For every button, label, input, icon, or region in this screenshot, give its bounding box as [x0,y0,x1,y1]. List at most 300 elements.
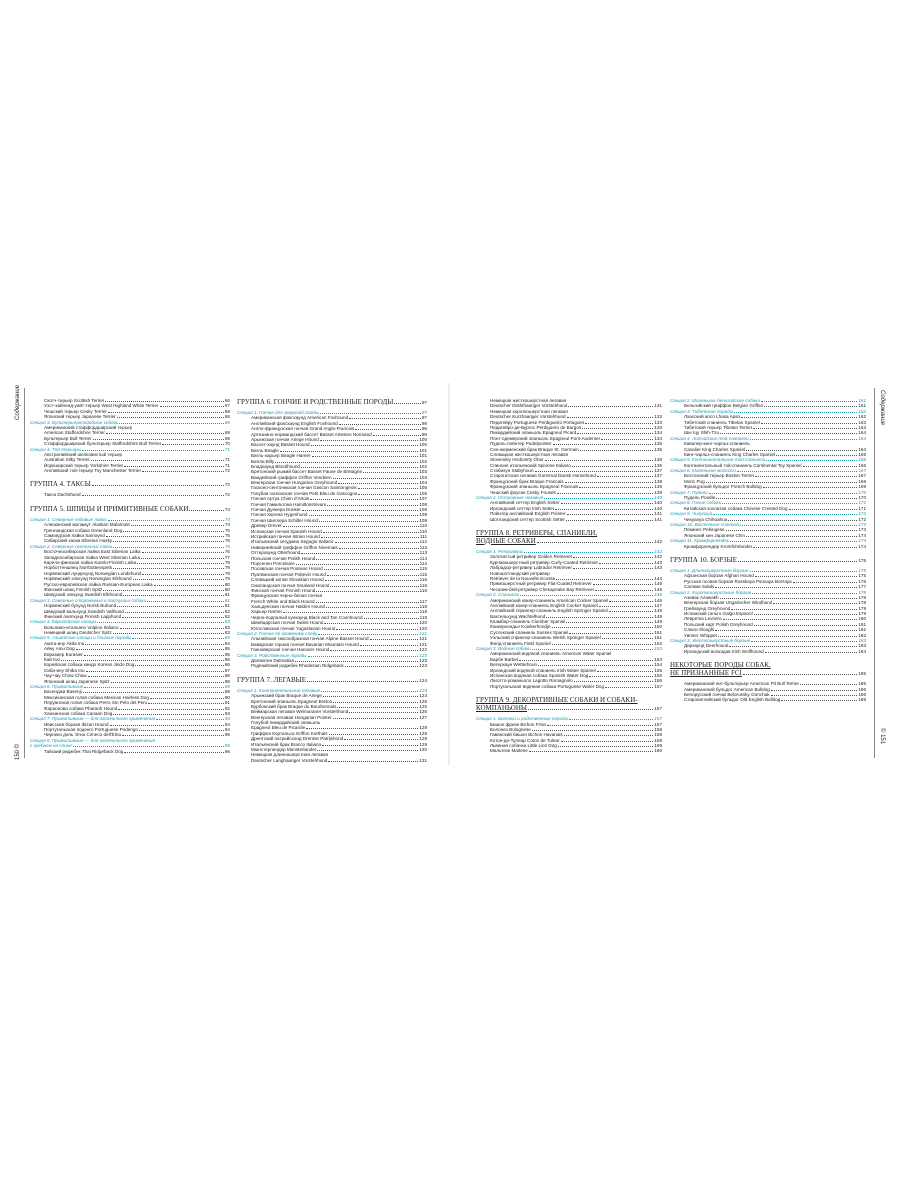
dot-leader [295,661,418,662]
page-number: 165 [858,451,866,457]
breed-entry [670,544,866,549]
entry-title: Секция 6. Маленькие молоссы [670,468,736,474]
entry-title: Словацкий копов Slovakian Hound [251,577,324,583]
dot-leader [84,655,224,656]
entry-title: Шотландский сеттер Scottish Setter [490,516,565,522]
breed-entry [476,748,662,753]
dot-leader [329,734,419,735]
entry-title: Американская фоксхаунд American Foxhound [251,415,349,421]
dot-leader [337,707,418,708]
page-number: 89 [224,683,230,689]
entry-title: Норвежский элкхунд Norwegian Elkhound [44,576,132,582]
dot-leader [360,645,418,646]
page-number: 176 [858,578,866,584]
entry-title: Американский бульдог American Bulldog [684,686,770,692]
page-number: 140 [654,505,662,511]
page-number: 142 [654,538,662,544]
dot-leader [599,563,653,564]
dot-leader [599,606,654,607]
page-number: 118 [419,609,427,615]
page-number: 188 [858,697,866,703]
dot-leader [142,574,224,575]
entry-title: Гаванский бишон Bichon Havanais [490,732,563,738]
dot-leader [720,598,858,599]
entry-title: Голубой пикардийский эпаньоль [251,720,321,726]
entry-title: Кромфорлендер Kromfohrlander [684,543,753,549]
dot-leader [552,644,654,645]
dot-leader [742,525,858,526]
dot-leader [316,591,418,592]
page-number: 88 [224,678,230,684]
page-number: 75 [224,527,230,533]
dot-leader [597,476,653,477]
entry-title: Ирландский водяной спаниель Irish Water Spaniel [490,667,596,673]
page-number: 154 [654,662,662,668]
dot-leader [754,625,858,626]
entry-title: Немецкая короткошерстная легавая [490,408,568,414]
entry-title: Секция 2. Спаниели [476,592,520,598]
page-number: 139 [654,484,662,490]
entry-title: Deutscher Langhaariger Vorstehhund [251,757,328,763]
dot-leader [573,557,653,558]
page-number: 143 [654,565,662,571]
entry-title: Басенджи Basenji [44,689,82,695]
dot-leader [716,498,857,499]
page-number: 131 [419,757,427,763]
page-number: 77 [224,554,230,560]
entry-title: Восточносибирская лайка East Siberian Laika [44,549,141,555]
dot-leader [751,641,857,642]
entry-title: Золотистый ретривер Golden Retriever [490,554,573,560]
page-number: 110 [419,523,427,529]
dot-leader [761,423,857,424]
dot-leader [93,439,224,440]
page-number: 169 [858,484,866,490]
page-number: 182 [858,632,866,638]
entry-title: Черно-подпалый кунхаунд Black and Tan Coonhound [251,614,363,620]
page-number: 137 [654,468,662,474]
entry-title: Португальская водяная собака Portuguese Water Dog [490,683,605,689]
page-number: 117 [419,598,427,604]
entry-title: Оттерхаунд Otterhound [251,550,301,556]
entry-title: Самоедская лайка Samoyed [44,533,105,539]
breed-entry [670,649,866,654]
dot-leader [82,450,224,451]
entry-title: Гончая Дункера Dunker [251,507,301,513]
page-number: 81 [224,592,230,598]
entry-title: Немецкая жесткошерстная легавая [490,398,567,403]
entry-title: Лаготто-романьоло Lagotto Romagnolo [490,678,573,684]
page-number: 123 [419,663,427,669]
page-number: 101 [419,453,427,459]
page-number: 131 [654,403,662,409]
entry-title: Бультерьер Bull Terrier [44,435,92,441]
page-number: 114 [419,555,427,561]
entry-title: Китайская хохлатая собака Chinese Crested Dog [684,505,788,511]
entry-title: Бретонский рыжий бассет Basset Fauve de Bretagne [251,469,363,475]
entry-title: Мюнстерлендер Munsterlander [251,747,317,753]
page-number: 69 [224,430,230,436]
page-number: 129 [419,741,427,747]
page-number: 112 [419,539,427,545]
page-number: 78 [224,559,230,565]
entry-title: Cavalier King Charles Spaniel [684,446,746,452]
dot-leader [330,586,418,587]
entry-title: Секция 3. Тибетские породы [670,408,734,414]
dot-leader [135,665,224,666]
entry-title: Французский бульдог French Bulldog [684,484,762,490]
dot-leader [764,406,857,407]
page-number: 84 [224,640,230,646]
entry-title: Англо-французская гончая Grand Anglo-Francais [251,426,355,432]
page-number: 82 [224,613,230,619]
dot-leader [333,702,418,703]
dot-leader [141,558,224,559]
page-number: 178 [858,600,866,606]
entry-title: Арьежский брак Braque de Ariege [251,693,322,699]
breed-entry [237,663,427,668]
entry-title: Старогатская легавая Garmmal Dansk Honsehund [490,473,596,479]
entry-title: Суссекский спаниель Sussex Spaniel [490,629,569,635]
page-number: 85 [224,646,230,652]
dot-leader [336,629,418,630]
page-number: 92 [224,705,230,711]
entry-title: Барбе Barbet [490,656,519,662]
entry-title: Итальянский брак Bracco Italiano [251,741,322,747]
group-heading-line [670,661,866,669]
dot-leader [737,471,858,472]
page-number: 151 [654,635,662,641]
entry-title: Русско-европейская лайка Russian-European Laika [44,581,153,587]
dot-leader [189,510,223,511]
page-number: 177 [858,584,866,590]
dot-leader [552,627,654,628]
entry-title: Вандейский гриффон Griffon Vendeen [251,474,332,480]
dot-leader [122,735,224,736]
dot-leader [546,617,653,618]
dot-leader [753,547,857,548]
entry-title: Секция 1. Северные ездовые лайки [30,516,107,522]
dot-leader [105,401,224,402]
entry-title: Секция 8. Примитивные — для охотничьего применения [30,737,155,743]
entry-title: Пудель Poodle [684,495,716,501]
entry-title: Бурбонский брак Braque du Bourbonnais [251,703,337,709]
page-number: 121 [419,631,427,637]
entry-title: Родезийский риджбек Rhodesian Ridgeback [251,663,344,669]
dot-leader [763,487,858,488]
dot-leader [572,466,654,467]
entry-title: ГРУППА 10. БОРЗЫЕ [670,555,738,564]
dot-leader [88,676,224,677]
dot-leader [743,674,857,675]
dot-leader [150,698,224,699]
entry-title: Бретонский эпаньоль Epagneul Breton [251,698,333,704]
entry-title: Аляскинский маламут Alaskan Malamute [44,522,130,528]
dot-leader [752,593,857,594]
page-number: 141 [654,516,662,522]
page-number: 80 [224,586,230,592]
breed-entry [670,697,866,702]
page-number: 104 [419,480,427,486]
entry-title: Норвежский бухунд Norsk Buhund [44,603,117,609]
dot-leader [306,728,418,729]
dot-leader [148,703,223,704]
page-number: 134 [654,435,662,441]
entry-title: Норвежский лундехунд Norwegian Lundehund [44,570,142,576]
page-number: 172 [858,511,866,517]
entry-title: Мопс Pug [684,478,705,484]
dot-leader [789,509,858,510]
entry-title: Новошотландский ретривер [490,570,550,576]
page-number: 130 [419,747,427,753]
page-number: 181 [858,621,866,627]
entry-title: Австралийский шелковистый терьер [44,451,123,457]
entry-title: Пекинес Pekingese [684,527,725,533]
dot-leader [750,571,858,572]
dot-leader [753,428,857,429]
page-number: 133 [654,419,662,425]
entry-title: Айну Ainu Dog [44,646,75,652]
book-spine [448,383,450,765]
entry-title: Венгерская легавая Hungarian Pointer [251,714,332,720]
dot-leader [800,684,857,685]
dot-leader [106,433,224,434]
entry-title: Карело-финская лайка Karelo-Finnish Laika [44,559,137,565]
page-number: 83 [224,630,230,636]
dot-leader [566,622,653,623]
dot-leader [547,725,653,726]
page-number: 71 [224,462,230,468]
entry-title: Секция 3. Северные сторожевые и пастушьи собаки [30,597,147,603]
dot-leader [106,536,224,537]
entry-title: Секция 3. Бультерьероподобные собаки [30,419,119,425]
group-heading-line [237,676,427,685]
page-number: 157 [654,683,662,689]
page-number: 153 [654,646,662,652]
dot-leader [316,602,419,603]
entry-title: Западносибирская лайка West Siberian Laika [44,554,140,560]
entry-title: Польский харт Polish Greyhound [684,621,753,627]
dot-leader [327,575,419,576]
dot-leader [117,417,224,418]
page-number: 98 [421,420,427,426]
page-number: 124 [419,693,427,699]
entry-title: Харьер Harrier [251,609,282,615]
page-number: 132 [654,414,662,420]
page-number: 100 [419,436,427,442]
breed-entry [476,684,662,689]
entry-title: Сиба-ину Shiba Inu [44,667,85,673]
page-number: 185 [858,681,866,687]
page-number: 164 [858,446,866,452]
dot-leader [597,671,654,672]
entry-title: Артезиано-нормандский бассет Basset Artesien Normand [251,431,372,437]
page-number: 155 [654,667,662,673]
page-number: 173 [858,527,866,533]
dot-leader [528,709,653,710]
dot-leader [91,460,224,461]
dot-leader [793,582,858,583]
page-number: 71 [224,446,230,452]
entry-title: Уэльский спрингер-спаниель Welsh Springer Spaniel [490,635,601,641]
entry-title: Перуанская голая собака Perro Sin Pelo del Peru [44,700,148,706]
dot-leader [746,450,857,451]
dot-leader [568,406,653,407]
page-number: 80 [224,581,230,587]
page-number: 150 [654,624,662,630]
dot-leader [557,493,654,494]
entry-title: Секция 5. Азиатские шпицы и близкие породы [30,635,132,641]
entry-title: Слюги Sloughi [684,627,715,633]
dot-leader [160,406,224,407]
page-number: 94 [224,716,230,722]
page-number: 156 [654,678,662,684]
dot-leader [125,612,224,613]
entry-title: Пудель-пойнтер Pudelpointer [490,441,552,447]
entry-title: Далматин Dalmatian [251,657,295,663]
entry-title: Скотч-терьер Scottish Terrier [44,398,105,403]
page-number: 166 [858,462,866,468]
entry-title: Ирландский волкодав Irish Wolfhound [684,648,764,654]
page-number: 137 [654,473,662,479]
dot-leader [275,462,418,463]
page-number: 113 [419,544,427,550]
dot-leader [321,537,419,538]
dot-leader [113,547,224,548]
group-heading-line [670,669,866,678]
dot-leader [132,638,223,639]
entry-title: Гасконо-сентонжская гончая Gascon Saintongeois [251,485,357,491]
page-number: 178 [858,594,866,600]
entry-title: Львиная собачка Little Lion Dog [490,743,557,749]
group-heading-line [30,505,230,514]
dot-leader [108,520,224,521]
entry-title: Португальская поденго Portuguese Podengo [44,727,138,733]
page-number: 101 [419,447,427,453]
entry-title: Ганноверская гончая Hanover Hound [251,647,330,653]
toc-column-4 [670,398,866,703]
dot-leader [569,633,653,634]
dot-leader [577,433,653,434]
entry-title: Немецкая длинношерстная легавая [251,752,329,758]
dot-leader [113,633,224,634]
dot-leader [781,700,857,701]
page-number-right: © 151 [879,728,885,745]
entry-title: Левретка Levriero [684,616,722,622]
page-number: 174 [858,532,866,538]
dot-leader [593,584,654,585]
dot-leader [162,444,224,445]
dot-leader [731,609,857,610]
dot-leader [302,510,418,511]
dot-leader [312,456,419,457]
entry-title: Педигейро-де-Бургос Perdiguero de Burgos [490,424,582,430]
page-number: 167 [858,473,866,479]
page-number: 140 [654,500,662,506]
page-number: 94 [224,721,230,727]
page-number: 69 [224,435,230,441]
entry-title: Дрентский патрийсхонд Drentse Patrijshond [251,736,344,742]
dot-leader [601,439,653,440]
dot-leader [730,541,857,542]
entry-title: Веймарская легавая Weimaraner Vorstehhund [251,709,349,715]
dot-leader [76,649,224,650]
entry-title: Чау-чау Chow Chow [44,673,87,679]
left-margin-rule [24,388,25,758]
page-number: 81 [224,597,230,603]
dot-leader [137,563,224,564]
entry-title: Вахтельхунд Wachtelhund [490,613,546,619]
group-heading-line [476,704,662,713]
entry-title: Прямошерстный ретривер Flat-Coated Retriever [490,581,592,587]
page-number: 86 [224,657,230,663]
entry-title: Тайский риджбек Thai Ridgeback Dog [44,748,124,754]
group-heading [670,661,866,678]
entry-title: Ханаанская собака Canaan Dog [44,710,113,716]
group-heading-line [670,556,866,565]
right-margin-rule [874,388,875,758]
page-number: 158 [654,726,662,732]
page-number: 103 [419,469,427,475]
group-heading-line [237,398,427,407]
page-number: 87 [224,667,230,673]
dot-leader [720,433,857,434]
dot-leader [310,499,418,500]
entry-title: Акита-ину Akita Inu [44,640,85,646]
dot-leader [555,509,653,510]
entry-title: Гончая Артуа Chien d'Artois [251,496,310,502]
entry-title: Шведский вальхунд Swedish Vallhund [44,608,124,614]
entry-title: Бладхаунд Bloodhound [251,463,300,469]
page-number: 81 [224,603,230,609]
page-number: 91 [224,700,230,706]
entry-title: Шведский элкхунд Swedish Elkhound [44,592,123,598]
entry-title: Ирландский сеттер Irish Setter [490,505,555,511]
dot-leader [328,761,418,762]
page-number: 162 [858,414,866,420]
entry-title: Уиппет Whippet [684,632,717,638]
entry-title: Чесапик-бей-ретривер Chesapeake Bay Retriever [490,586,595,592]
entry-title: Чешский терьер Cesky Terrier [44,408,107,414]
dot-leader [358,494,418,495]
page-number: 96 [224,748,230,754]
entry-title: Секция 2. Маленькие бельгийские собаки [670,398,761,403]
page-number: 120 [419,620,427,626]
dot-leader [573,568,653,569]
page-number: 84 [224,635,230,641]
page-number: 76 [224,538,230,544]
dot-leader [326,607,419,608]
entry-title: Секция 7. Пудели [670,489,708,495]
entry-title: Понт-одемерский эпаньоль Epagneul Pont-Audemer [490,435,601,441]
page-number: 116 [419,587,427,593]
entry-title: Японский хин Japanese Chin [684,532,745,538]
page-number: 123 [419,657,427,663]
dot-leader [124,752,223,753]
page-number: 68 [224,414,230,420]
page-number: 151 [654,629,662,635]
entry-title: Чихуахуа Chihuahua [684,516,728,522]
entry-title: Фараонова собака Pharaoh Hound [44,705,118,711]
entry-title: Евразиер Eurasier [44,651,83,657]
dot-leader [120,628,224,629]
page-number: 66 [224,398,230,403]
entry-title: Секция 4. Английские той-спаниели [670,435,749,441]
dot-leader [349,712,418,713]
page-number: 90 [224,694,230,700]
page-number: 72 [224,482,230,488]
dot-leader [280,451,419,452]
